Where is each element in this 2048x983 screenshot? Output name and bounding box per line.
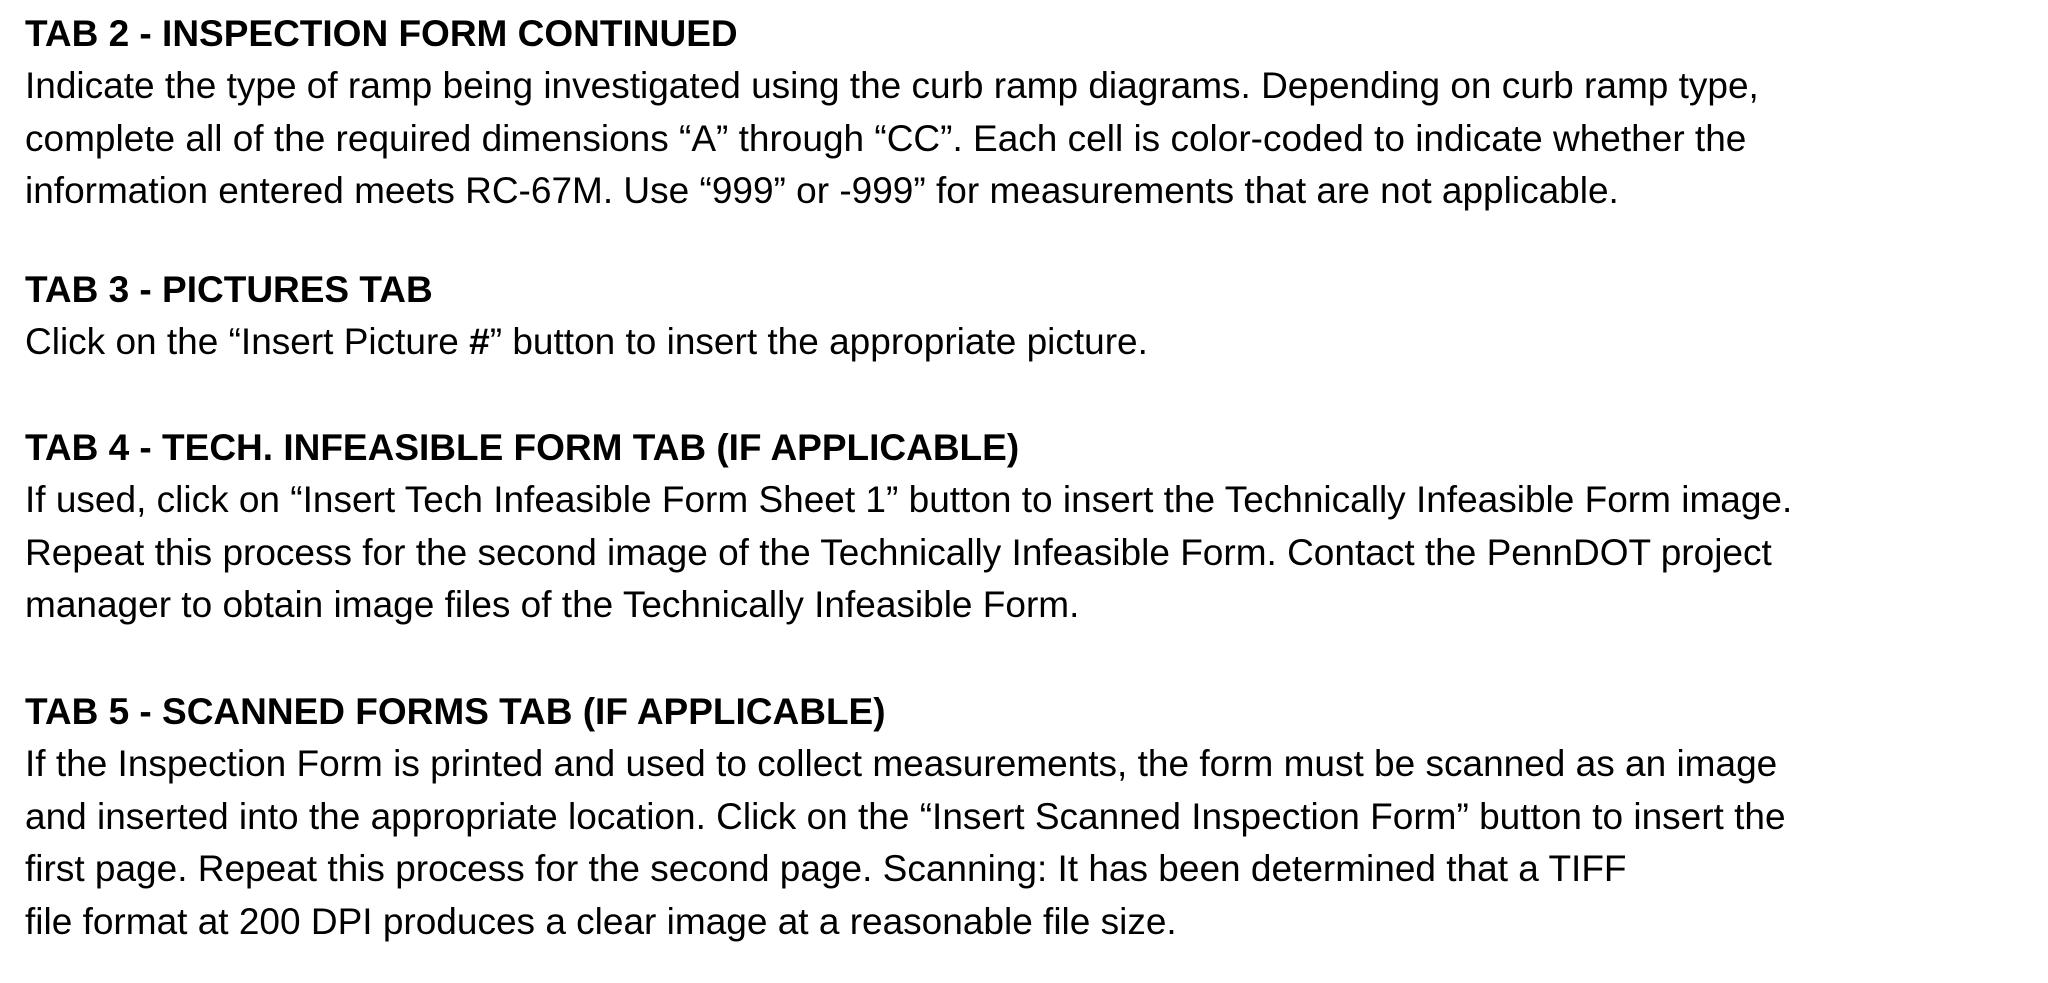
paragraph-line: information entered meets RC-67M. Use “999” or -999” for measurements that are not applicable. (25, 170, 1619, 211)
document-page (25, 8, 2040, 942)
bold-text-run: # (469, 321, 490, 362)
paragraph-line: file format at 200 DPI produces a clear image at a reasonable file size. (25, 900, 1177, 942)
paragraph-line: complete all of the required dimensions “A” through “CC”. Each cell is color-coded to indicate whether the (25, 117, 1747, 159)
paragraph-line: If the Inspection Form is printed and used to collect measurements, the form must be scanned as an image (25, 743, 1778, 784)
paragraph-line (25, 316, 1148, 369)
section-tab-2 (25, 8, 2040, 218)
section-heading: TAB 4 - TECH. INFEASIBLE FORM TAB (IF APPLICABLE) (25, 427, 1020, 468)
section-tab-5 (25, 686, 1786, 948)
section-tab-3 (25, 264, 1148, 369)
paragraph-line: Indicate the type of ramp being investigated using the curb ramp diagrams. Depending on curb ramp type, (25, 65, 1759, 106)
paragraph-line: manager to obtain image files of the Technically Infeasible Form. (25, 584, 1080, 625)
paragraph-line: first page. Repeat this process for the second page. Scanning: It has been determined that a TIFF (25, 848, 1627, 889)
section-tab-4 (25, 422, 1792, 632)
section-heading: TAB 2 - INSPECTION FORM CONTINUED (25, 13, 738, 54)
paragraph-line: If used, click on “Insert Tech Infeasible Form Sheet 1” button to insert the Technically Infeasible Form image. (25, 479, 1793, 520)
text-run: ” button to insert the appropriate picture. (489, 321, 1148, 362)
paragraph-line: and inserted into the appropriate location. Click on the “Insert Scanned Inspection Form” button to insert the (25, 795, 1786, 837)
paragraph-line: Repeat this process for the second image of the Technically Infeasible Form. Contact the PennDOT project (25, 531, 1772, 573)
section-heading: TAB 3 - PICTURES TAB (25, 269, 433, 310)
section-heading: TAB 5 - SCANNED FORMS TAB (IF APPLICABLE) (25, 691, 886, 732)
text-run: Click on the “Insert Picture (25, 321, 470, 362)
